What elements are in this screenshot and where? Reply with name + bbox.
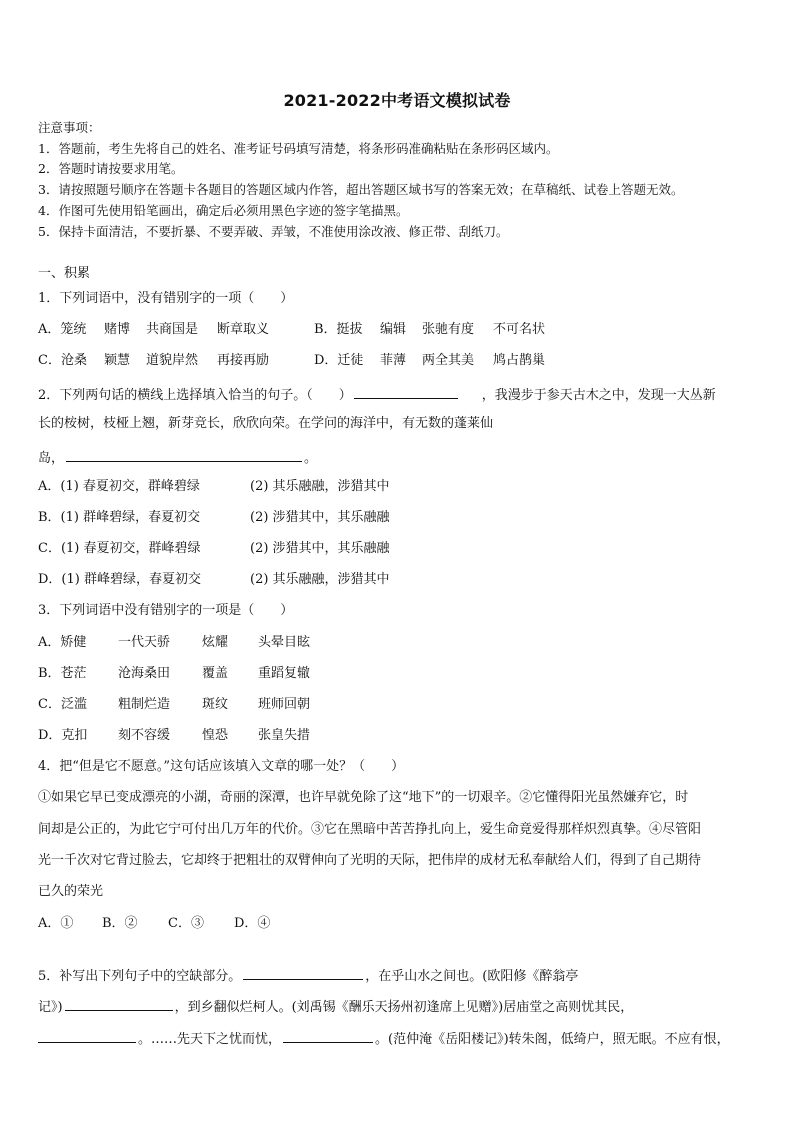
q5-text: ，在乎山水之间也。(欧阳修《醉翁亭 xyxy=(365,969,579,984)
q4-option-d[interactable]: D．④ xyxy=(234,916,271,931)
q5-text: 5．补写出下列句子中的空缺部分。 xyxy=(38,969,242,984)
q1-option-c-word: 颖慧 xyxy=(104,353,131,368)
q1-option-b-word: 不可名状 xyxy=(493,322,546,337)
answer-blank[interactable] xyxy=(243,966,363,980)
notes-item: 4．作图可先使用铅笔画出，确定后必须用黑色字迹的签字笔描黑。 xyxy=(38,203,409,218)
q3-option-c-word: 粗制烂造 xyxy=(118,697,171,712)
q4-passage-line: ①如果它早已变成漂亮的小湖，奇丽的深潭，也许早就免除了这“地下”的一切艰辛。②它懂得阳光虽然嫌弃它，时 xyxy=(38,790,689,805)
q3-option-c-word: 斑纹 xyxy=(202,697,229,712)
q2-stem-text: 2．下列两句话的横线上选择填入恰当的句子。（ ） xyxy=(38,388,352,403)
q1-option-c-word: 道貌岸然 xyxy=(146,353,199,368)
q3-option-b-word: 覆盖 xyxy=(202,666,229,681)
q4-option-b[interactable]: B．② xyxy=(102,916,138,931)
q2-stem-line2: 长的桉树，枝桠上翘，新芽竞长，欣欣向荣。在学问的海洋中，有无数的蓬莱仙 xyxy=(38,416,494,431)
notes-item: 2．答题时请按要求用笔。 xyxy=(38,161,184,176)
q3-option-b-word: 重蹈复辙 xyxy=(258,666,311,681)
q1-option-c-word: 再接再励 xyxy=(217,353,270,368)
q3-option-b-word: 沧海桑田 xyxy=(118,666,171,681)
q5-line3 xyxy=(38,1029,730,1048)
q3-option-b[interactable]: B．苍茫 xyxy=(38,666,87,681)
q2-option-c-part2: (2) 涉猎其中，其乐融融 xyxy=(250,541,390,556)
q2-option-a-part2: (2) 其乐融融，涉猎其中 xyxy=(250,479,390,494)
q2-option-b[interactable]: B．(1) 群峰碧绿，春夏初交 xyxy=(38,510,201,525)
q1-option-a-word: 赌博 xyxy=(104,322,131,337)
q2-option-b-part2: (2) 涉猎其中，其乐融融 xyxy=(250,510,390,525)
q1-option-c[interactable]: C．沧桑 xyxy=(38,353,87,368)
q1-option-a[interactable]: A．笼统 xyxy=(38,322,87,337)
answer-blank[interactable] xyxy=(283,1029,373,1043)
q1-option-d-word: 鸠占鹊巢 xyxy=(493,353,546,368)
q3-option-d-word: 张皇失措 xyxy=(258,728,311,743)
q3-option-a-word: 头晕目眩 xyxy=(258,635,311,650)
q1-option-b[interactable]: B．挺拔 xyxy=(314,322,363,337)
q5-text: 。(范仲淹《岳阳楼记》)转朱阁，低绮户，照无眠。不应有恨， xyxy=(375,1032,730,1047)
q3-stem: 3．下列词语中没有错别字的一项是（ ） xyxy=(38,603,294,618)
q1-option-b-word: 编辑 xyxy=(380,322,407,337)
answer-blank[interactable] xyxy=(354,385,458,399)
page-title: 2021-2022中考语文模拟试卷 xyxy=(283,91,511,110)
q3-option-c-word: 班师回朝 xyxy=(258,697,311,712)
q5-line1 xyxy=(38,966,578,985)
answer-blank[interactable] xyxy=(66,448,302,462)
q3-option-a-word: 炫耀 xyxy=(202,635,229,650)
q2-option-d-part2: (2) 其乐融融，涉猎其中 xyxy=(250,572,390,587)
q4-option-c[interactable]: C．③ xyxy=(168,916,204,931)
q3-option-d-word: 刻不容缓 xyxy=(118,728,171,743)
notes-item: 1．答题前，考生先将自己的姓名、准考证号码填写清楚，将条形码准确粘贴在条形码区域内。 xyxy=(38,141,559,156)
q2-option-a[interactable]: A．(1) 春夏初交，群峰碧绿 xyxy=(38,479,200,494)
q1-option-a-word: 共商国是 xyxy=(146,322,199,337)
section-heading: 一、积累 xyxy=(38,266,91,281)
q2-stem-text: 。 xyxy=(304,451,318,466)
q4-option-a[interactable]: A．① xyxy=(38,916,74,931)
q4-passage-line: 光一千次对它背过脸去，它却终于把粗壮的双臂伸向了光明的天际，把伟岸的成材无私奉献给人们，得到了自己期待 xyxy=(38,853,702,868)
q4-passage-line: 已久的荣光 xyxy=(38,884,104,899)
q3-option-d-word: 惶恐 xyxy=(202,728,229,743)
q1-option-d[interactable]: D．迁徒 xyxy=(314,353,364,368)
q1-option-b-word: 张驰有度 xyxy=(422,322,475,337)
q5-text: 。……先天下之忧而忧， xyxy=(138,1032,282,1047)
q3-option-d[interactable]: D．克扣 xyxy=(38,728,88,743)
q1-option-d-word: 两全其美 xyxy=(422,353,475,368)
q2-stem-text: 岛， xyxy=(38,451,65,466)
q2-stem-line1 xyxy=(38,385,716,404)
q5-text: 记》) xyxy=(38,1000,63,1015)
q3-option-a[interactable]: A．矫健 xyxy=(38,635,87,650)
answer-blank[interactable] xyxy=(38,1029,136,1043)
q1-option-a-word: 断章取义 xyxy=(217,322,270,337)
q1-stem: 1．下列词语中，没有错别字的一项（ ） xyxy=(38,291,294,306)
q2-option-c[interactable]: C．(1) 春夏初交，群峰碧绿 xyxy=(38,541,201,556)
q5-line2 xyxy=(38,997,633,1016)
q2-stem-line3 xyxy=(38,448,317,467)
q3-option-c[interactable]: C．泛滥 xyxy=(38,697,87,712)
q2-stem-text: ，我漫步于参天古木之中，发现一大丛新 xyxy=(481,388,716,403)
q1-option-d-word: 菲薄 xyxy=(380,353,407,368)
notes-item: 3．请按照题号顺序在答题卡各题目的答题区域内作答，超出答题区域书写的答案无效；在草稿纸、试卷上答题无效。 xyxy=(38,182,684,197)
q4-passage-line: 间却是公正的，为此它宁可付出几万年的代价。③它在黑暗中苦苦挣扎向上，爱生命竟爱得那样炽烈真挚。④尽管阳 xyxy=(38,822,702,837)
q2-option-d[interactable]: D．(1) 群峰碧绿，春夏初交 xyxy=(38,572,201,587)
q5-text: ，到乡翻似烂柯人。(刘禹锡《酬乐天扬州初逢席上见赠》)居庙堂之高则忧其民， xyxy=(174,1000,634,1015)
notes-item: 5．保持卡面清洁，不要折暴、不要弄破、弄皱，不准使用涂改液、修正带、刮纸刀。 xyxy=(38,224,509,239)
q4-stem: 4．把“但是它不愿意。”这句话应该填入文章的哪一处？（ ） xyxy=(38,759,405,774)
notes-heading: 注意事项： xyxy=(38,120,101,135)
answer-blank[interactable] xyxy=(65,997,173,1011)
q3-option-a-word: 一代天骄 xyxy=(118,635,171,650)
